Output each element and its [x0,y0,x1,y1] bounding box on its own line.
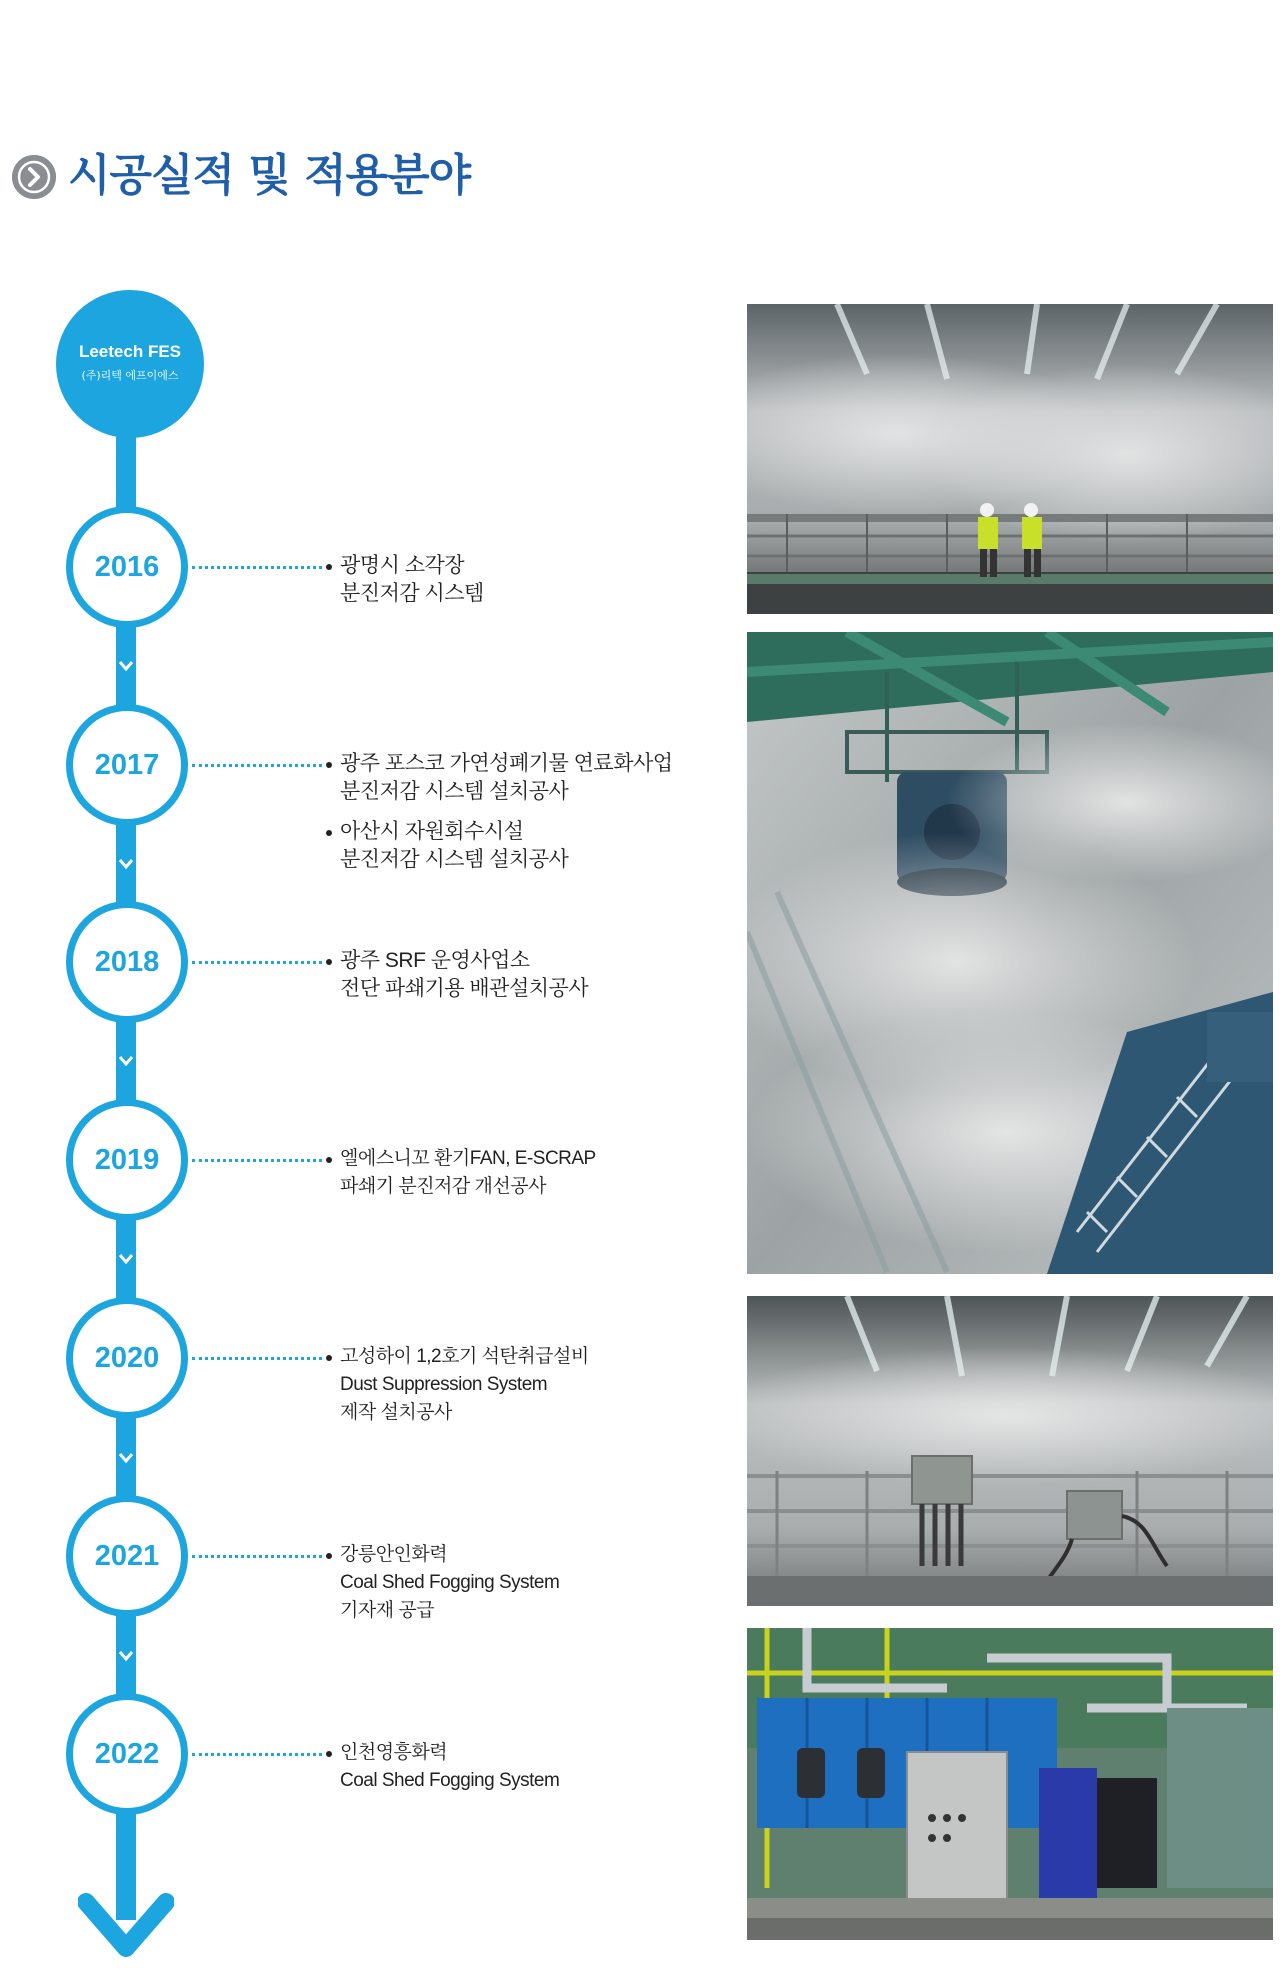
project-line: 강릉안인화력 [340,1544,448,1565]
entry-2019 [326,1145,726,1213]
project-item [326,818,726,874]
entry-2020 [326,1343,726,1439]
project-line: 광주 포스코 가연성폐기물 연료화사업 [340,752,673,775]
project-line: Coal Shed Fogging System [340,1572,560,1593]
company-badge [56,290,204,438]
year-circle-2022: 2022 [66,1693,188,1815]
chevron-down-icon [118,858,134,870]
company-name-en: Leetech FES [78,342,182,361]
project-line: 인천영흥화력 [340,1742,448,1763]
project-line: 분진저감 시스템 설치공사 [340,848,569,871]
project-line: Dust Suppression System [340,1374,548,1395]
entry-2017 [326,750,726,886]
project-item [326,1145,726,1201]
chevron-down-icon [118,660,134,672]
company-name-ko: (주)리텍 에프이에스 [81,369,179,382]
fog-walkway-workers-photo [747,304,1273,614]
project-line: 전단 파쇄기용 배관설치공사 [340,977,589,1000]
project-line: 엘에스니꼬 환기FAN, E-SCRAP [340,1148,596,1169]
year-circle-2019: 2019 [66,1099,188,1221]
chevron-down-icon [118,1452,134,1464]
project-line: 광주 SRF 운영사업소 [340,949,530,972]
timeline-connector [192,764,322,767]
timeline-connector [192,1159,322,1162]
chevron-down-icon [118,1253,134,1265]
entry-2021 [326,1541,726,1637]
year-circle-2020: 2020 [66,1297,188,1419]
project-line: Coal Shed Fogging System [340,1770,560,1791]
project-item [326,552,726,608]
year-circle-2021: 2021 [66,1495,188,1617]
chevron-down-icon [118,1055,134,1067]
timeline-arrow-down-icon [78,1890,174,1960]
chevron-right-circle-icon [12,155,56,199]
project-line: 파쇄기 분진저감 개선공사 [340,1176,546,1197]
entry-2016 [326,552,726,620]
timeline-connector [192,961,322,964]
timeline-connector [192,1555,322,1558]
year-circle-2018: 2018 [66,901,188,1023]
project-item [326,947,726,1003]
project-item [326,1739,726,1795]
year-circle-2016: 2016 [66,506,188,628]
project-line: 고성하이 1,2호기 석탄취급설비 [340,1346,589,1367]
project-line: 아산시 자원회수시설 [340,820,524,843]
project-item [326,1343,726,1427]
chevron-down-icon [118,1650,134,1662]
page-title: 시공실적 및 적용분야 [68,150,471,201]
timeline-connector [192,1753,322,1756]
fogging-pump-equipment-room-photo [747,1628,1273,1940]
fog-pipe-manifold-railing-photo [747,1296,1273,1606]
project-line: 광명시 소각장 [340,554,465,577]
fog-cannon-steel-structure-photo [747,632,1273,1274]
entry-2018 [326,947,726,1015]
project-line: 분진저감 시스템 설치공사 [340,780,569,803]
project-item [326,1541,726,1625]
project-line: 기자재 공급 [340,1600,435,1621]
project-item [326,750,726,806]
project-line: 제작 설치공사 [340,1402,452,1423]
project-line: 분진저감 시스템 [340,582,484,605]
entry-2022 [326,1739,726,1807]
timeline-connector [192,566,322,569]
year-circle-2017: 2017 [66,704,188,826]
timeline-connector [192,1357,322,1360]
